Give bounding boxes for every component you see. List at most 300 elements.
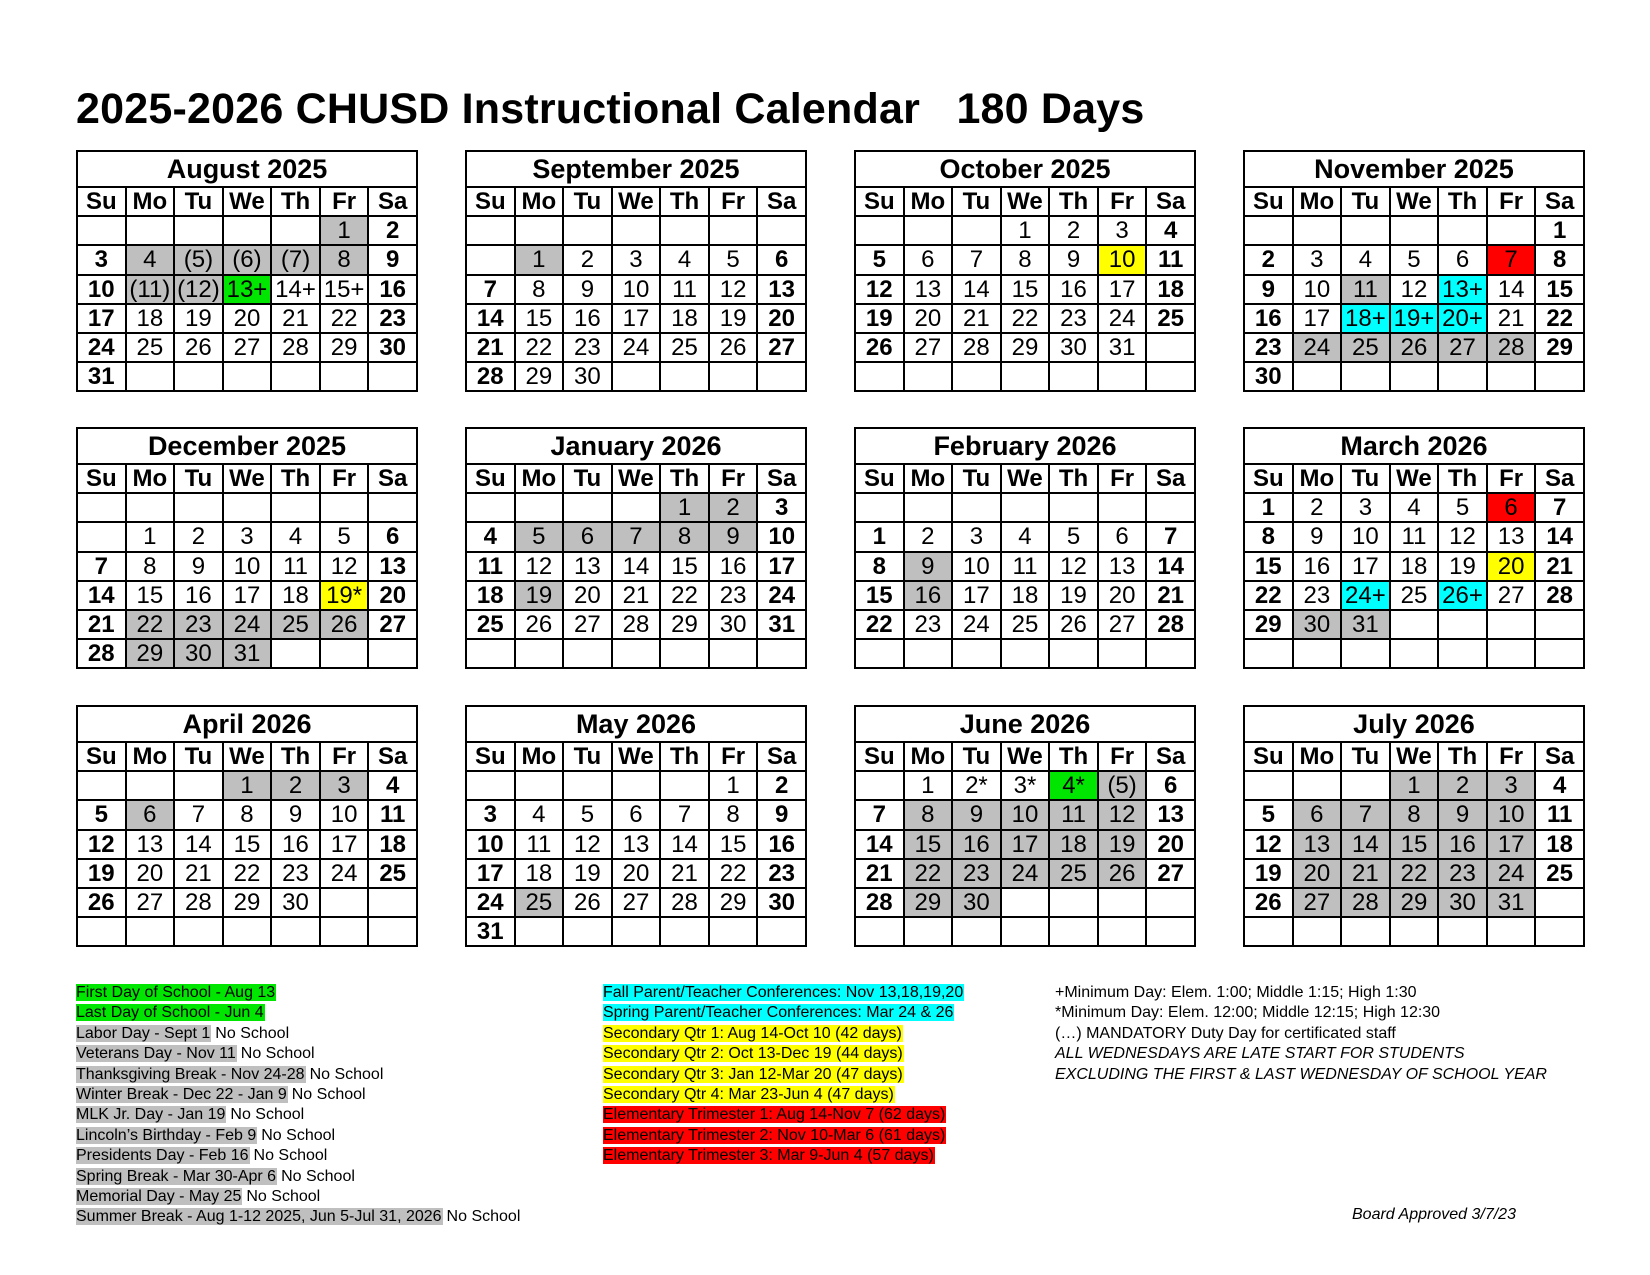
legend-label: Fall Parent/Teacher Conferences: Nov 13,18,19,20 — [603, 984, 964, 1001]
day-cell: 18 — [1001, 581, 1050, 610]
day-cell: 11 — [1049, 800, 1098, 829]
day-cell: 7 — [855, 800, 904, 829]
weekday-header: Fr — [320, 187, 369, 216]
day-cell: 24 — [1293, 333, 1342, 362]
day-cell — [1293, 771, 1342, 800]
day-cell: 16 — [757, 830, 806, 859]
day-cell: 10 — [612, 275, 661, 304]
day-cell: 2 — [1049, 216, 1098, 245]
week-row — [77, 493, 417, 522]
weekday-header: Su — [466, 187, 515, 216]
day-cell: 3 — [1098, 216, 1147, 245]
day-cell: 13 — [757, 275, 806, 304]
day-cell: 29 — [1244, 610, 1293, 639]
day-cell: 24 — [952, 610, 1001, 639]
day-cell: 25 — [1341, 333, 1390, 362]
day-cell: 8 — [515, 275, 564, 304]
week-row — [77, 917, 417, 946]
month-calendar — [465, 427, 807, 669]
day-cell — [709, 917, 758, 946]
day-cell — [757, 639, 806, 668]
day-cell: 2 — [904, 522, 953, 551]
day-cell: 16 — [904, 581, 953, 610]
day-cell: 2 — [368, 216, 417, 245]
day-cell: 9 — [1438, 800, 1487, 829]
day-cell: 7 — [174, 800, 223, 829]
week-row — [77, 610, 417, 639]
day-cell: 21 — [466, 333, 515, 362]
day-cell — [174, 362, 223, 391]
day-cell — [1487, 610, 1536, 639]
day-cell: 27 — [757, 333, 806, 362]
week-row — [1244, 859, 1584, 888]
legend-label: Secondary Qtr 3: Jan 12-Mar 20 (47 days) — [603, 1065, 903, 1083]
day-cell: 23 — [563, 333, 612, 362]
day-cell: 30 — [174, 639, 223, 668]
day-cell: 24 — [1001, 859, 1050, 888]
day-cell: 4 — [271, 522, 320, 551]
day-cell: 10 — [77, 275, 126, 304]
legend-item — [76, 1187, 520, 1207]
day-cell: 4 — [368, 771, 417, 800]
week-row — [466, 888, 806, 917]
legend-item — [603, 1146, 964, 1166]
weekday-header: Mo — [904, 742, 953, 771]
day-cell: 3 — [757, 493, 806, 522]
day-cell: 24 — [223, 610, 272, 639]
day-cell: 28 — [855, 888, 904, 917]
day-cell: 11 — [368, 800, 417, 829]
day-cell — [515, 917, 564, 946]
day-cell: 6 — [563, 522, 612, 551]
day-cell: 15 — [126, 581, 175, 610]
day-cell — [952, 493, 1001, 522]
day-cell: (5) — [1098, 771, 1147, 800]
day-cell — [515, 493, 564, 522]
day-cell: 7 — [1487, 245, 1536, 274]
week-row — [855, 552, 1195, 581]
day-cell: 13 — [126, 830, 175, 859]
day-cell: 5 — [855, 245, 904, 274]
day-cell — [757, 216, 806, 245]
day-cell: 29 — [904, 888, 953, 917]
month-title: January 2026 — [466, 428, 806, 464]
day-cell — [271, 639, 320, 668]
day-cell: 30 — [709, 610, 758, 639]
day-cell — [660, 639, 709, 668]
day-cell: 1 — [709, 771, 758, 800]
day-cell: 23 — [1049, 304, 1098, 333]
day-cell: 29 — [223, 888, 272, 917]
day-cell: 22 — [1535, 304, 1584, 333]
day-cell: 12 — [320, 552, 369, 581]
day-cell: 7 — [466, 275, 515, 304]
weekday-header: Fr — [1487, 742, 1536, 771]
legend-label: Winter Break - Dec 22 - Jan 9 — [76, 1086, 287, 1104]
day-cell: 13+ — [223, 275, 272, 304]
week-row — [1244, 493, 1584, 522]
day-cell — [1487, 216, 1536, 245]
weekday-header: Tu — [174, 742, 223, 771]
day-cell: 25 — [1049, 859, 1098, 888]
day-cell — [466, 493, 515, 522]
day-cell: 24 — [1098, 304, 1147, 333]
day-cell — [368, 888, 417, 917]
day-cell: 2 — [1438, 771, 1487, 800]
day-cell: 28 — [466, 362, 515, 391]
day-cell — [904, 362, 953, 391]
day-cell — [174, 917, 223, 946]
day-cell: 14 — [77, 581, 126, 610]
weekday-header: We — [612, 187, 661, 216]
legend-label: First Day of School - Aug 13 — [76, 984, 276, 1001]
legend-item — [603, 1003, 964, 1023]
week-row — [77, 362, 417, 391]
week-row — [466, 333, 806, 362]
weekday-header: Mo — [1293, 742, 1342, 771]
day-cell: 24+ — [1341, 581, 1390, 610]
legend-item — [76, 1024, 520, 1044]
day-cell — [904, 639, 953, 668]
weekday-header: Sa — [757, 464, 806, 493]
day-cell — [563, 639, 612, 668]
day-cell: 1 — [1535, 216, 1584, 245]
day-cell — [1098, 917, 1147, 946]
day-cell: 9 — [904, 552, 953, 581]
day-cell: 12 — [1098, 800, 1147, 829]
day-cell — [223, 362, 272, 391]
legend-periods — [603, 983, 964, 1167]
day-cell: 18+ — [1341, 304, 1390, 333]
day-cell: 28 — [660, 888, 709, 917]
day-cell: 20 — [368, 581, 417, 610]
day-cell: 27 — [1146, 859, 1195, 888]
day-cell: 17 — [1487, 830, 1536, 859]
day-cell — [368, 639, 417, 668]
day-cell: 14 — [1487, 275, 1536, 304]
weekday-header: Tu — [563, 187, 612, 216]
day-cell — [952, 639, 1001, 668]
day-cell: 8 — [320, 245, 369, 274]
day-cell: 11 — [660, 275, 709, 304]
day-cell — [368, 493, 417, 522]
day-cell — [952, 917, 1001, 946]
day-cell — [320, 917, 369, 946]
legend-label: Veterans Day - Nov 11 — [76, 1045, 236, 1063]
day-cell — [709, 216, 758, 245]
legend-label: Spring Break - Mar 30-Apr 6 — [76, 1167, 277, 1185]
day-cell: 27 — [563, 610, 612, 639]
day-cell: 29 — [515, 362, 564, 391]
day-cell — [271, 362, 320, 391]
day-cell — [904, 216, 953, 245]
day-cell: 3 — [612, 245, 661, 274]
day-cell: 28 — [174, 888, 223, 917]
day-cell: 12 — [855, 275, 904, 304]
no-school-label: No School — [309, 1065, 384, 1083]
day-cell — [1438, 610, 1487, 639]
day-cell: 13 — [904, 275, 953, 304]
weekday-header: Fr — [1487, 464, 1536, 493]
weekday-header: Th — [1438, 187, 1487, 216]
day-cell: 5 — [709, 245, 758, 274]
legend-label: Presidents Day - Feb 16 — [76, 1147, 249, 1165]
day-cell: 8 — [660, 522, 709, 551]
day-cell — [1146, 333, 1195, 362]
week-row — [466, 639, 806, 668]
day-cell — [1341, 216, 1390, 245]
week-row — [77, 245, 417, 274]
no-school-label: No School — [230, 1106, 305, 1124]
day-cell: 28 — [1487, 333, 1536, 362]
week-row — [855, 859, 1195, 888]
week-row — [466, 859, 806, 888]
day-cell — [1438, 216, 1487, 245]
legend-item — [603, 1065, 964, 1085]
day-cell: 21 — [612, 581, 661, 610]
day-cell — [612, 771, 661, 800]
weekday-header: Th — [660, 464, 709, 493]
weekday-header: Th — [271, 187, 320, 216]
day-cell: 29 — [660, 610, 709, 639]
week-row — [466, 581, 806, 610]
day-cell: 1 — [660, 493, 709, 522]
day-cell: 27 — [126, 888, 175, 917]
weekday-header: Su — [77, 742, 126, 771]
day-cell — [612, 362, 661, 391]
day-cell: 23 — [952, 859, 1001, 888]
weekday-header: We — [223, 742, 272, 771]
day-cell — [77, 493, 126, 522]
day-cell: 21 — [952, 304, 1001, 333]
day-cell: 7 — [952, 245, 1001, 274]
day-cell — [1293, 639, 1342, 668]
day-cell: 17 — [77, 304, 126, 333]
day-cell: (7) — [271, 245, 320, 274]
week-row — [1244, 275, 1584, 304]
week-row — [77, 800, 417, 829]
day-cell: 13 — [1098, 552, 1147, 581]
day-cell: 13 — [563, 552, 612, 581]
week-row — [77, 552, 417, 581]
weekday-header: We — [612, 464, 661, 493]
month-calendar — [465, 150, 807, 392]
day-cell — [709, 639, 758, 668]
day-cell: 19 — [1438, 552, 1487, 581]
day-cell: 3 — [223, 522, 272, 551]
day-cell: 7 — [660, 800, 709, 829]
day-cell: 18 — [368, 830, 417, 859]
day-cell: 4 — [1001, 522, 1050, 551]
weekday-header: Sa — [1535, 464, 1584, 493]
day-cell: 24 — [757, 581, 806, 610]
day-cell: 15 — [515, 304, 564, 333]
legend-label: Secondary Qtr 1: Aug 14-Oct 10 (42 days) — [603, 1024, 902, 1042]
day-cell: 10 — [1098, 245, 1147, 274]
day-cell — [1098, 639, 1147, 668]
legend-item — [76, 1167, 520, 1187]
day-cell: 22 — [1001, 304, 1050, 333]
week-row — [1244, 917, 1584, 946]
day-cell: 3 — [1293, 245, 1342, 274]
day-cell: 3 — [1487, 771, 1536, 800]
day-cell: 25 — [1535, 859, 1584, 888]
legend-item — [603, 983, 964, 1003]
day-cell: 26 — [855, 333, 904, 362]
day-cell: 21 — [271, 304, 320, 333]
no-school-label: No School — [215, 1024, 290, 1042]
day-cell: 17 — [952, 581, 1001, 610]
week-row — [1244, 771, 1584, 800]
weekday-header: Tu — [952, 187, 1001, 216]
legend-holidays — [76, 983, 520, 1228]
day-cell — [612, 493, 661, 522]
day-cell: 7 — [1146, 522, 1195, 551]
day-cell: 10 — [223, 552, 272, 581]
day-cell: 4* — [1049, 771, 1098, 800]
week-row — [1244, 304, 1584, 333]
legend-label: MLK Jr. Day - Jan 19 — [76, 1106, 226, 1124]
no-school-label: No School — [291, 1086, 366, 1104]
weekday-header: Mo — [1293, 187, 1342, 216]
day-cell: 4 — [466, 522, 515, 551]
day-cell — [174, 493, 223, 522]
day-cell — [757, 917, 806, 946]
day-cell: 5 — [1390, 245, 1439, 274]
day-cell: 29 — [320, 333, 369, 362]
day-cell: 6 — [612, 800, 661, 829]
week-row — [1244, 800, 1584, 829]
day-cell: 15 — [709, 830, 758, 859]
day-cell — [1341, 771, 1390, 800]
day-cell: 15 — [1244, 552, 1293, 581]
day-cell: 18 — [1049, 830, 1098, 859]
week-row — [1244, 610, 1584, 639]
weekday-header: Mo — [126, 742, 175, 771]
day-cell: 29 — [126, 639, 175, 668]
day-cell: 5 — [1049, 522, 1098, 551]
board-approved-note: Board Approved 3/7/23 — [1352, 1206, 1516, 1223]
day-cell: 21 — [77, 610, 126, 639]
weekday-header: Sa — [757, 187, 806, 216]
day-cell — [174, 216, 223, 245]
day-cell: 10 — [757, 522, 806, 551]
day-cell — [1535, 362, 1584, 391]
weekday-header: Mo — [904, 464, 953, 493]
day-cell: 12 — [1438, 522, 1487, 551]
day-cell: 17 — [1098, 275, 1147, 304]
day-cell: 25 — [126, 333, 175, 362]
day-cell: 26 — [1390, 333, 1439, 362]
day-cell — [1535, 917, 1584, 946]
day-cell — [77, 771, 126, 800]
weekday-header: Fr — [709, 187, 758, 216]
no-school-label: No School — [261, 1126, 336, 1144]
day-cell — [1049, 888, 1098, 917]
day-cell: 28 — [1341, 888, 1390, 917]
day-cell — [223, 493, 272, 522]
day-cell: 10 — [1001, 800, 1050, 829]
day-cell: 10 — [320, 800, 369, 829]
day-cell — [320, 639, 369, 668]
weekday-header: Th — [1049, 187, 1098, 216]
day-cell: 21 — [174, 859, 223, 888]
day-cell: 30 — [1438, 888, 1487, 917]
day-cell: 12 — [709, 275, 758, 304]
day-cell: 7 — [1535, 493, 1584, 522]
day-cell: 14 — [1341, 830, 1390, 859]
day-cell: 11 — [515, 830, 564, 859]
day-cell: 12 — [77, 830, 126, 859]
day-cell — [952, 362, 1001, 391]
day-cell: 30 — [757, 888, 806, 917]
day-cell: 28 — [1146, 610, 1195, 639]
weekday-header: Tu — [1341, 187, 1390, 216]
day-cell: 23 — [904, 610, 953, 639]
day-cell: 7 — [1341, 800, 1390, 829]
day-cell: 4 — [1390, 493, 1439, 522]
month-calendar — [854, 150, 1196, 392]
day-cell: 25 — [1390, 581, 1439, 610]
legend-item — [603, 1126, 964, 1146]
weekday-header: Th — [1438, 464, 1487, 493]
day-cell: 14+ — [271, 275, 320, 304]
day-cell: 5 — [320, 522, 369, 551]
day-cell: 20 — [223, 304, 272, 333]
day-cell: 23 — [368, 304, 417, 333]
month-title: February 2026 — [855, 428, 1195, 464]
day-cell — [320, 888, 369, 917]
day-cell — [1001, 493, 1050, 522]
day-cell: 5 — [515, 522, 564, 551]
week-row — [466, 830, 806, 859]
day-cell: 10 — [1293, 275, 1342, 304]
weekday-header: Th — [271, 464, 320, 493]
week-row — [855, 581, 1195, 610]
weekday-header: Sa — [1146, 187, 1195, 216]
day-cell: 3 — [952, 522, 1001, 551]
weekday-header: Su — [1244, 742, 1293, 771]
day-cell — [466, 245, 515, 274]
day-cell: 10 — [1487, 800, 1536, 829]
day-cell: 6 — [126, 800, 175, 829]
weekday-header: Su — [466, 464, 515, 493]
day-cell: 6 — [1293, 800, 1342, 829]
month-calendar — [76, 150, 418, 392]
day-cell — [1487, 917, 1536, 946]
day-cell: (12) — [174, 275, 223, 304]
weekday-header: Tu — [952, 464, 1001, 493]
day-cell: 23 — [1438, 859, 1487, 888]
day-cell — [1146, 917, 1195, 946]
day-cell — [77, 917, 126, 946]
day-cell: 9 — [1049, 245, 1098, 274]
weekday-header: Su — [1244, 464, 1293, 493]
month-title: June 2026 — [855, 706, 1195, 742]
day-cell: 15 — [223, 830, 272, 859]
day-cell: 6 — [1438, 245, 1487, 274]
day-cell — [1341, 639, 1390, 668]
day-cell: 19 — [709, 304, 758, 333]
day-cell: 28 — [271, 333, 320, 362]
day-cell: 20 — [1293, 859, 1342, 888]
day-cell: 27 — [223, 333, 272, 362]
day-cell — [1049, 362, 1098, 391]
day-cell: 12 — [1049, 552, 1098, 581]
day-cell — [1098, 362, 1147, 391]
day-cell: 22 — [223, 859, 272, 888]
day-cell — [1390, 362, 1439, 391]
